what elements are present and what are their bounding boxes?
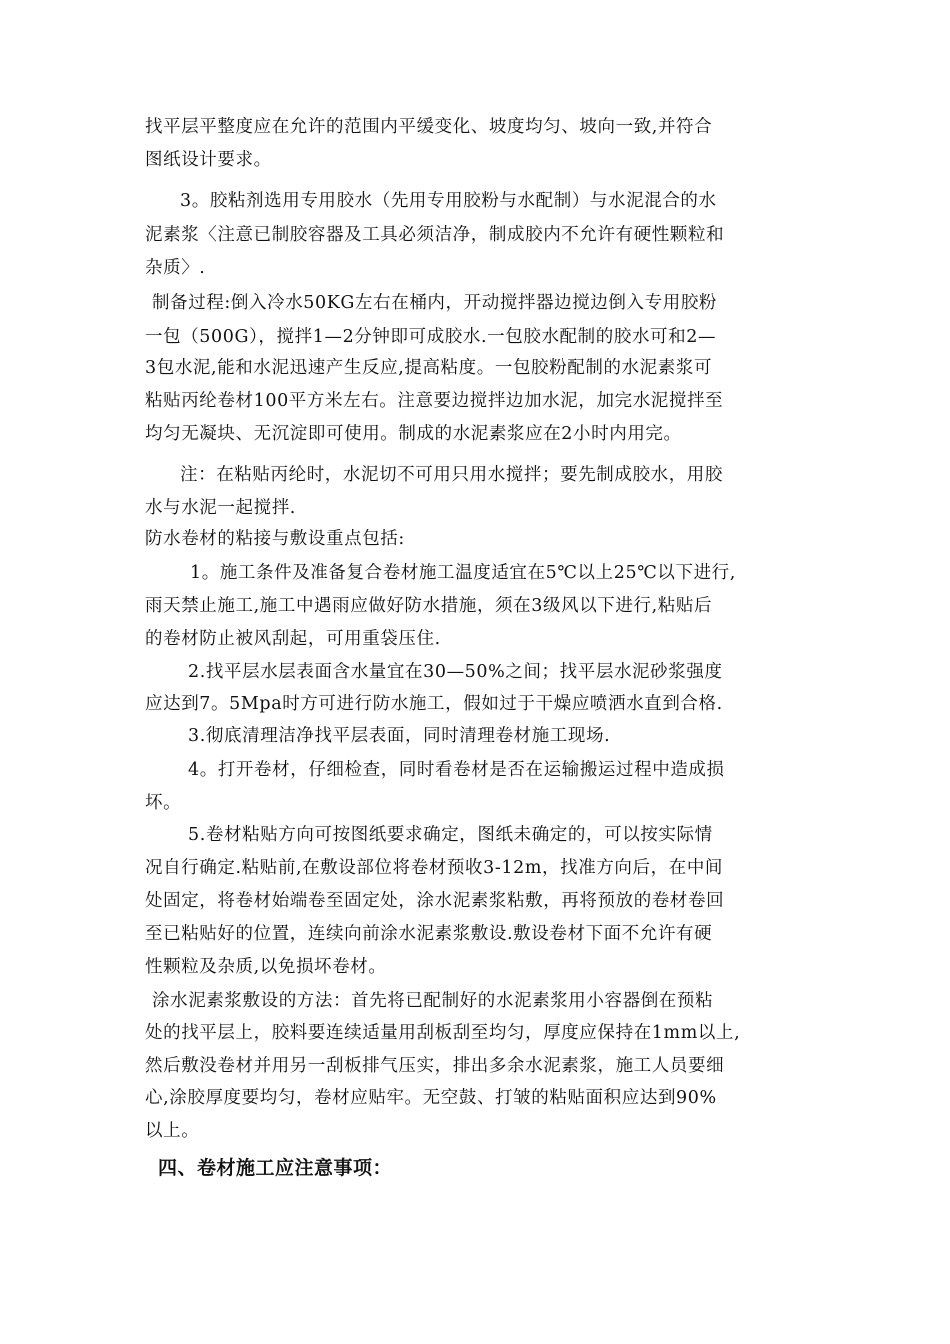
text-line: 2.找平层水层表面含水量宜在30—50%之间；找平层水泥砂浆强度 [188, 662, 723, 682]
text-line: 至已粘贴好的位置，连续向前涂水泥素浆敷设.敷设卷材下面不允许有硬 [145, 924, 713, 944]
text-line: 然后敷没卷材并用另一刮板排气压实，排出多余水泥素浆，施工人员要细 [145, 1056, 725, 1076]
text-line: 心,涂胶厚度要均匀，卷材应贴牢。无空鼓、打皱的粘贴面积应达到90% [145, 1088, 717, 1108]
text-line: 涂水泥素浆敷设的方法：首先将已配制好的水泥素浆用小容器倒在预粘 [152, 991, 714, 1011]
text-line: 3包水泥,能和水泥迅速产生反应,提高粘度。一包胶粉配制的水泥素浆可 [145, 358, 713, 378]
section-heading: 四、卷材施工应注意事项： [158, 1157, 393, 1179]
text-line: 制备过程:倒入冷水50KG左右在桶内，开动搅拌器边搅边倒入专用胶粉 [152, 293, 718, 313]
text-line: 注：在粘贴丙纶时，水泥切不可用只用水搅拌；要先制成胶水，用胶 [180, 465, 723, 485]
text-line: 图纸设计要求。 [145, 150, 272, 170]
text-line: 的卷材防止被风刮起，可用重袋压住. [145, 629, 441, 649]
text-line: 3。胶粘剂选用专用胶水（先用专用胶粉与水配制）与水泥混合的水 [180, 191, 717, 211]
text-line: 找平层平整度应在允许的范围内平缓变化、坡度均匀、坡向一致,并符合 [145, 117, 713, 137]
text-line: 1。施工条件及准备复合卷材施工温度适宜在5℃以上25℃以下进行, [190, 563, 736, 583]
text-line: 5.卷材粘贴方向可按图纸要求确定，图纸未确定的，可以按实际情 [188, 825, 713, 845]
text-line: 水与水泥一起搅拌. [145, 498, 296, 518]
text-line: 3.彻底清理洁净找平层表面，同时清理卷材施工现场. [188, 726, 611, 746]
text-line: 杂质〉. [145, 258, 206, 278]
text-line: 均匀无凝块、无沉淀即可使用。制成的水泥素浆应在2小时内用完。 [145, 424, 682, 444]
text-line: 防水卷材的粘接与敷设重点包括: [145, 529, 405, 549]
text-line: 泥素浆〈注意已制胶容器及工具必须洁净，制成胶内不允许有硬性颗粒和 [145, 225, 725, 245]
text-line: 4。打开卷材，仔细检查，同时看卷材是否在运输搬运过程中造成损 [188, 760, 725, 780]
text-line: 粘贴丙纶卷材100平方米左右。注意要边搅拌边加水泥，加完水泥搅拌至 [145, 391, 724, 411]
text-line: 处的找平层上，胶料要连续适量用刮板刮至均匀，厚度应保持在1mm以上, [145, 1023, 741, 1043]
text-line: 坏。 [145, 793, 182, 813]
text-line: 处固定，将卷材始端卷至固定处，涂水泥素浆粘敷，再将预放的卷材卷回 [145, 891, 725, 911]
text-line: 况自行确定.粘贴前,在敷设部位将卷材预收3-12m，找准方向后，在中间 [145, 858, 724, 878]
text-line: 以上。 [145, 1121, 200, 1141]
text-line: 雨天禁止施工,施工中遇雨应做好防水措施，须在3级风以下进行,粘贴后 [145, 596, 713, 616]
text-line: 应达到7。5Mpa时方可进行防水施工，假如过于干燥应喷洒水直到合格. [145, 694, 723, 714]
text-line: 一包（500G），搅拌1—2分钟即可成胶水.一包胶水配制的胶水可和2— [145, 327, 717, 347]
text-line: 性颗粒及杂质,以免损坏卷材。 [145, 957, 387, 977]
